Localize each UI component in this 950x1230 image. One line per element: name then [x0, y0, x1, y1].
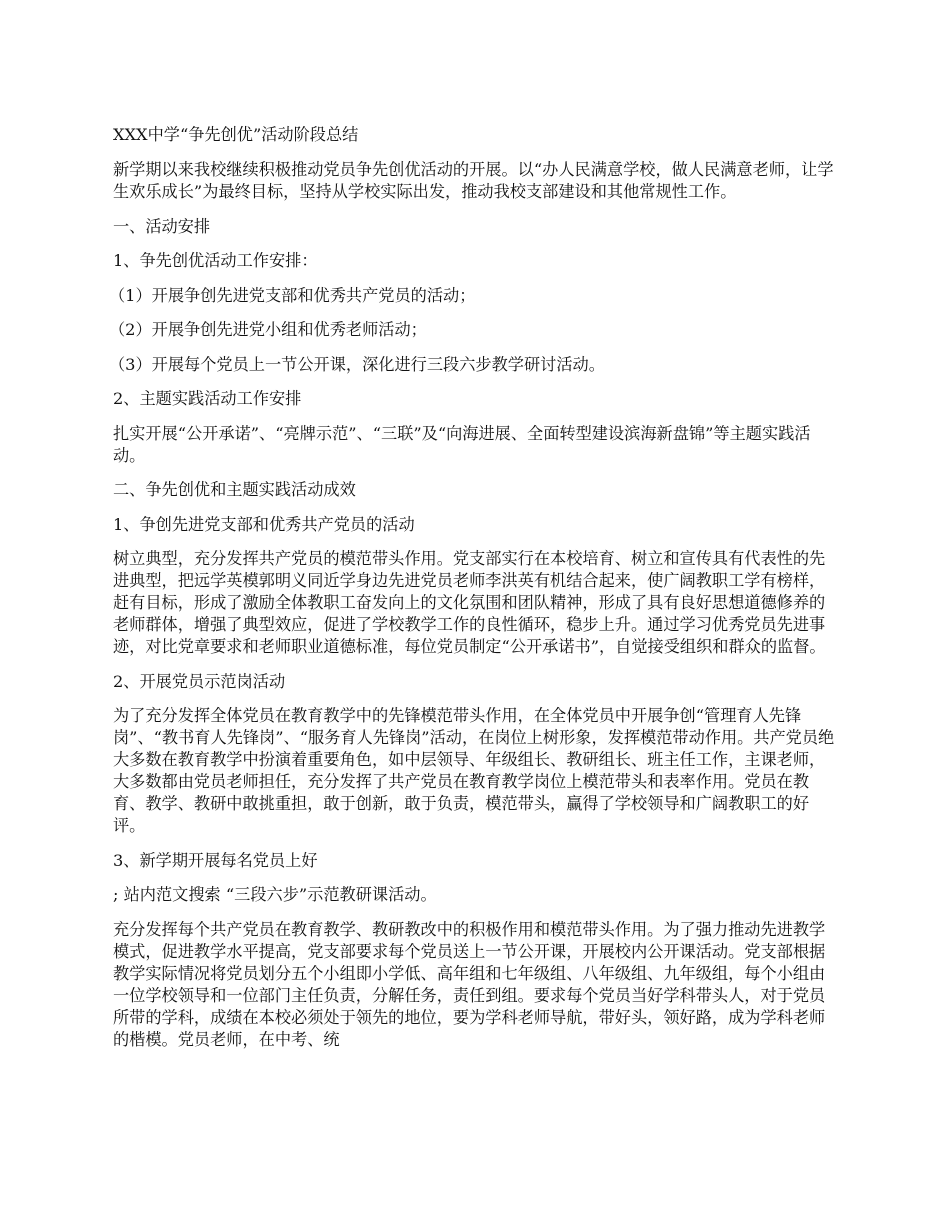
paragraph-theme-practice: 扎实开展“公开承诺”、“亮牌示范”、“三联”及“向海进展、全面转型建设滨海新盘锦”等主题实践活动。 [113, 423, 811, 465]
list-item-3: （3）开展每个党员上一节公开课，深化进行三段六步教学研讨活动。 [109, 354, 605, 374]
paragraph-search-note: ; 站内范文搜索 “三段六步”示范教研课活动。 [113, 885, 437, 904]
list-item-2: （2）开展争创先进党小组和优秀老师活动； [109, 320, 427, 339]
subheading-theme-practice: 2、主题实践活动工作安排 [113, 389, 302, 408]
subheading-excellence-arrangement: 1、争先创优活动工作安排： [113, 251, 318, 270]
paragraph-public-lesson: 充分发挥每个共产党员在教育教学、教研教改中的积极作用和模范带头作用。为了强力推动先进教学模式，促进教学水平提高，党支部要求每个党员送上一节公开课，开展校内公开课活动。党支部根据教学实际情况将党员划分五个小组即小学低、高年组和七年级组、八年级组、九年级组，每个小组由一位学校领导和一位部门主任负责，分解任务，责任到组。要求每个党员当好学科带头人，对于党员所带的学科，成绩在本校必须处于领先的地位，要为学科老师导航，带好头，领好路，成为学科老师的楷模。党员老师，在中考、统 [113, 919, 826, 1049]
document-title: XXX中学“争先创优”活动阶段总结 [113, 125, 359, 144]
section-heading-results: 二、争先创优和主题实践活动成效 [113, 480, 356, 499]
paragraph-demonstration-post: 为了充分发挥全体党员在教育教学中的先锋模范带头作用，在全体党员中开展争创“管理育人先锋岗”、“教书育人先锋岗”、“服务育人先锋岗”活动，在岗位上树形象，发挥模范带动作用。共产党员绝大多数在教育教学中扮演着重要角色，如中层领导、年级组长、教研组长、班主任工作，主课老师，大多数都由党员老师担任，充分发挥了共产党员在教育教学岗位上模范带头和表率作用。党员在教育、教学、教研中敢挑重担，敢于创新，敢于负责，模范带头，赢得了学校领导和广阔教职工的好评。 [113, 706, 835, 835]
paragraph-intro: 新学期以来我校继续积极推动党员争先创优活动的开展。以“办人民满意学校，做人民满意老师，让学生欢乐成长”为最终目标，坚持从学校实际出发，推动我校支部建设和其他常规性工作。 [113, 160, 834, 201]
subheading-advanced-branch: 1、争创先进党支部和优秀共产党员的活动 [113, 514, 415, 534]
document-page [109, 124, 835, 1063]
subheading-demonstration-post: 2、开展党员示范岗活动 [113, 671, 286, 691]
paragraph-role-models: 树立典型，充分发挥共产党员的模范带头作用。党支部实行在本校培育、树立和宣传具有代表性的先进典型，把远学英模郭明义同近学身边先进党员老师李洪英有机结合起来，使广阔教职工学有榜样，赶有目标，形成了激励全体教职工奋发向上的文化氛围和团队精神，形成了具有良好思想道德修养的老师群体，增强了典型效应，促进了学校教学工作的良性循环，稳步上升。通过学习优秀党员先进事迹，对比党章要求和老师职业道德标准，每位党员制定“公开承诺书”，自觉接受组织和群众的监督。 [113, 549, 826, 656]
section-heading-activity-arrangement: 一、活动安排 [113, 216, 211, 236]
list-item-1: （1）开展争创先进党支部和优秀共产党员的活动； [109, 285, 476, 305]
subheading-public-lesson: 3、新学期开展每名党员上好 [113, 850, 318, 870]
